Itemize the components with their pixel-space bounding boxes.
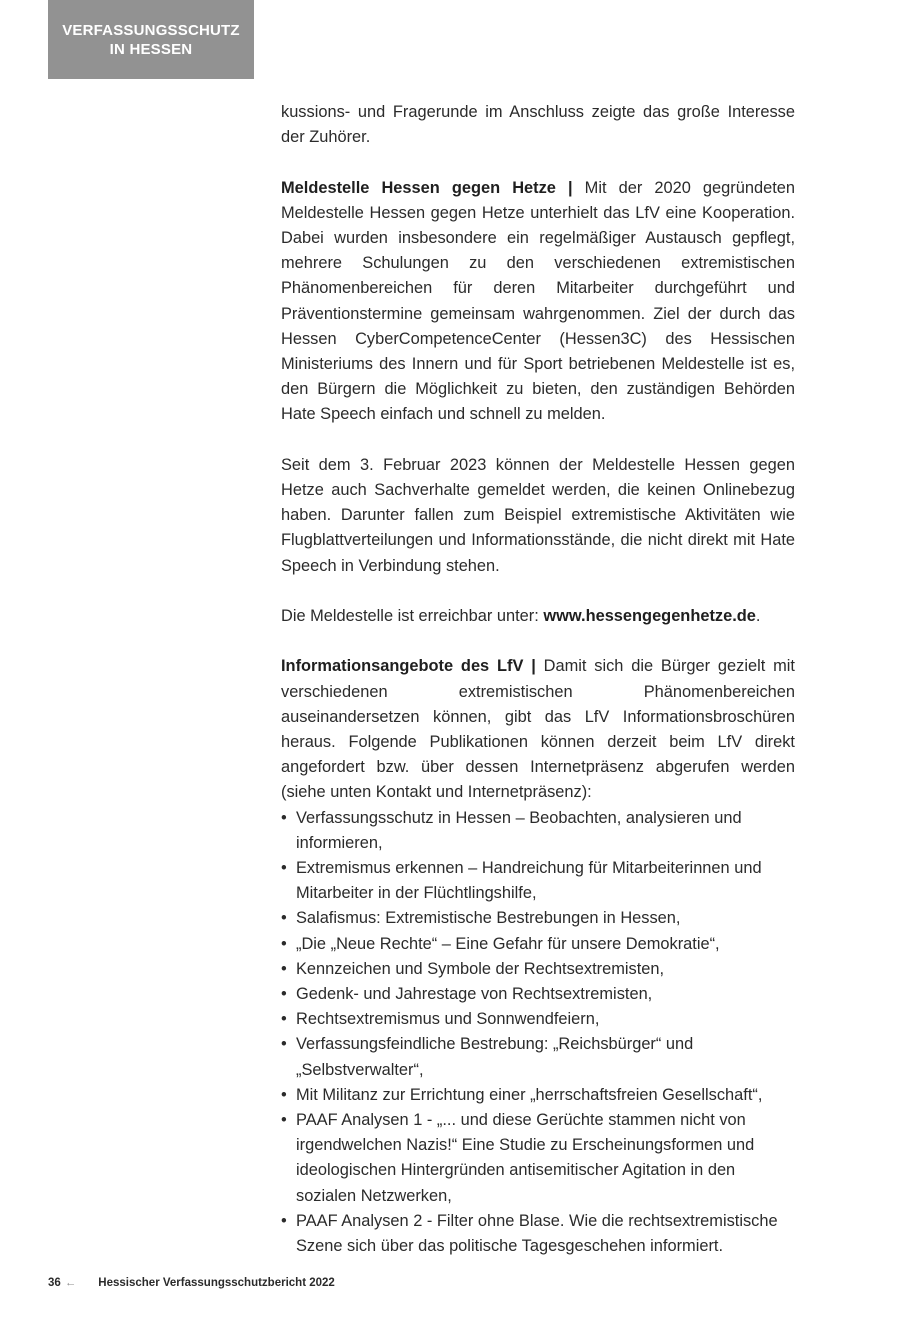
list-item: • „Die „Neue Rechte“ – Eine Gefahr für unsere Demokratie“, — [281, 932, 795, 957]
list-item: • PAAF Analysen 1 - „... und diese Gerüchte stammen nicht von irgendwelchen Nazis!“ Eine Studie zu Erscheinungsformen und ideologischen Hintergründen antisemitischer Agitation in den sozialen Netzwerken, — [281, 1108, 795, 1209]
footer-title: Hessischer Verfassungsschutzbericht 2022 — [98, 1277, 335, 1289]
section-header-tab — [48, 0, 254, 79]
section-header-line1: VERFASSUNGSSCHUTZ — [62, 21, 240, 39]
website-link[interactable]: www.hessengegenhetze.de — [543, 607, 756, 626]
list-item: • Salafismus: Extremistische Bestrebungen in Hessen, — [281, 906, 795, 931]
paragraph-informationsangebote — [281, 654, 795, 805]
paragraph-continuation: kussions- und Fragerunde im Anschluss zeigte das große Interesse der Zuhörer. — [281, 103, 795, 147]
list-item: • Kennzeichen und Symbole der Rechtsextremisten, — [281, 957, 795, 982]
list-item: • Verfassungsfeindliche Bestrebung: „Reichsbürger“ und „Selbstverwalter“, — [281, 1032, 795, 1082]
list-item: • Extremismus erkennen – Handreichung für Mitarbeiterinnen und Mitarbeiter in der Flüchtlingshilfe, — [281, 856, 795, 906]
page-footer — [48, 1277, 335, 1289]
paragraph-heading-meldestelle: Meldestelle Hessen gegen Hetze | — [281, 178, 573, 197]
list-item: • Mit Militanz zur Errichtung einer „herrschaftsfreien Gesellschaft“, — [281, 1083, 795, 1108]
publication-list — [281, 806, 795, 1260]
page-number: 36 — [48, 1277, 61, 1289]
paragraph-body: Mit der 2020 gegründeten Meldestelle Hessen gegen Hetze unterhielt das LfV eine Kooperation. Dabei wurden insbesondere ein regelmäßiger Austausch gepflegt, mehrere Schulungen zu den verschiedenen extremistischen Phänomenbereichen für deren Mitarbeiter durchgeführt und Präventionstermine gemeinsam wahrgenommen. Ziel der durch das Hessen CyberCompetenceCenter (Hessen3C) des Hessischen Ministeriums des Innern und für Sport betriebenen Meldestelle ist es, den Bürgern die Möglichkeit zu bieten, den zuständigen Behörden Hate Speech einfach und schnell zu melden. — [281, 178, 795, 424]
list-item: • Gedenk- und Jahrestage von Rechtsextremisten, — [281, 982, 795, 1007]
back-arrow-icon[interactable]: ← — [64, 1277, 77, 1289]
contact-text: Die Meldestelle ist erreichbar unter: — [281, 607, 544, 626]
list-item: • Verfassungsschutz in Hessen – Beobachten, analysieren und informieren, — [281, 806, 795, 856]
paragraph-heading-informationsangebote: Informationsangebote des LfV | — [281, 657, 536, 676]
section-header-line2: IN HESSEN — [109, 40, 193, 58]
paragraph-meldestelle — [281, 176, 795, 428]
paragraph-body: Damit sich die Bürger gezielt mit verschiedenen extremistischen Phänomenbereichen auseinandersetzen können, gibt das LfV Informationsbroschüren heraus. Folgende Publikationen können derzeit beim LfV direkt angefordert bzw. über dessen Internetpräsenz abgerufen werden (siehe unten Kontakt und Internetpräsenz): — [281, 657, 795, 802]
list-item: • Rechtsextremismus und Sonnwendfeiern, — [281, 1007, 795, 1032]
contact-end: . — [755, 607, 761, 626]
paragraph-contact — [281, 604, 795, 629]
list-item: • PAAF Analysen 2 - Filter ohne Blase. Wie die rechtsextremistische Szene sich über das politische Tagesgeschehen informiert. — [281, 1209, 795, 1259]
main-text-column — [281, 100, 795, 1259]
paragraph-since-2023: Seit dem 3. Februar 2023 können der Meldestelle Hessen gegen Hetze auch Sachverhalte gemeldet werden, die keinen Onlinebezug haben. Darunter fallen zum Beispiel extremistische Aktivitäten wie Flugblattverteilungen und Informationsstände, die nicht direkt mit Hate Speech in Verbindung stehen. — [281, 455, 795, 575]
